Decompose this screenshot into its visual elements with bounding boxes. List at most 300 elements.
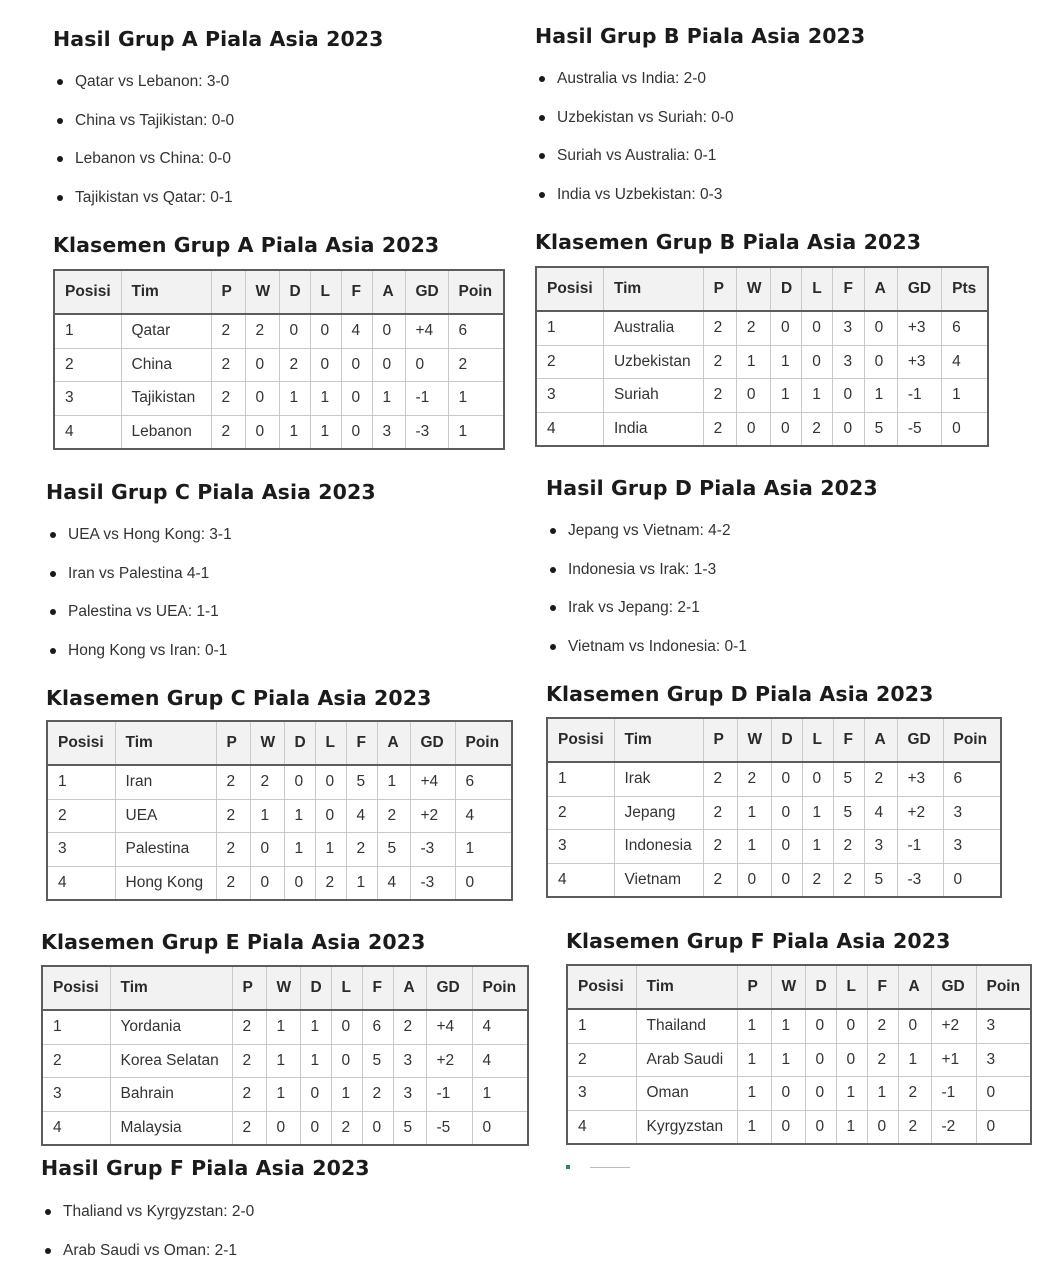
stat-cell: 2: [703, 345, 736, 379]
stat-cell: 0: [864, 311, 897, 345]
group-a-standings-title: Klasemen Grup A Piala Asia 2023: [53, 233, 440, 257]
stat-cell: 3: [42, 1078, 110, 1112]
group-b-standings-title: Klasemen Grup B Piala Asia 2023: [535, 230, 922, 254]
stat-cell: 0: [836, 1009, 867, 1043]
stat-cell: 1: [942, 379, 988, 413]
column-header: F: [833, 718, 864, 762]
column-header: A: [377, 721, 410, 765]
column-header: GD: [410, 721, 455, 765]
stat-cell: 0: [942, 412, 988, 446]
stat-cell: 2: [250, 765, 284, 799]
stat-cell: 1: [284, 833, 315, 867]
table-row: [547, 830, 1001, 864]
stat-cell: 0: [284, 866, 315, 900]
column-header: D: [279, 270, 310, 314]
column-header: Tim: [115, 721, 216, 765]
stat-cell: 3: [976, 1009, 1031, 1043]
stat-cell: 1: [315, 833, 346, 867]
stat-cell: 3: [833, 311, 864, 345]
table-row: [54, 382, 504, 416]
stat-cell: 2: [211, 382, 245, 416]
group-f-results-title: Hasil Grup F Piala Asia 2023: [41, 1156, 370, 1180]
stat-cell: 2: [567, 1043, 636, 1077]
table-row: [54, 415, 504, 449]
column-header: Poin: [448, 270, 504, 314]
stat-cell: 3: [54, 382, 121, 416]
stat-cell: +3: [897, 311, 941, 345]
stat-cell: 2: [216, 799, 250, 833]
stat-cell: 1: [448, 415, 504, 449]
stat-cell: 0: [737, 863, 771, 897]
group-b-results: [535, 24, 865, 223]
stat-cell: 2: [867, 1009, 898, 1043]
stat-cell: 2: [547, 796, 614, 830]
group-a-results: [53, 27, 384, 226]
stat-cell: 2: [232, 1111, 266, 1145]
column-header: Pts: [942, 267, 988, 311]
team-cell: Jepang: [614, 796, 703, 830]
stat-cell: 2: [232, 1010, 266, 1044]
group-f-results: [41, 1156, 370, 1279]
column-header: F: [346, 721, 377, 765]
stat-cell: 0: [331, 1044, 362, 1078]
stat-cell: 2: [315, 866, 346, 900]
stat-cell: +1: [931, 1043, 976, 1077]
group-e-standings-title: Klasemen Grup E Piala Asia 2023: [41, 930, 426, 954]
stat-cell: 1: [567, 1009, 636, 1043]
stat-cell: 1: [284, 799, 315, 833]
stat-cell: 1: [42, 1010, 110, 1044]
stat-cell: 3: [372, 415, 405, 449]
stat-cell: 0: [976, 1110, 1031, 1144]
stat-cell: +3: [897, 762, 943, 796]
group-f-results-list: [41, 1202, 370, 1279]
group-a-results-title: Hasil Grup A Piala Asia 2023: [53, 27, 384, 51]
table-row: [536, 345, 988, 379]
stat-cell: -3: [897, 863, 943, 897]
match-result: Australia vs India: 2-0: [535, 69, 865, 108]
stat-cell: 0: [455, 866, 512, 900]
column-header: W: [771, 965, 805, 1009]
stat-cell: 1: [737, 830, 771, 864]
stat-cell: 0: [805, 1009, 836, 1043]
stat-cell: 0: [771, 1110, 805, 1144]
column-header: GD: [405, 270, 448, 314]
column-header: Tim: [110, 966, 232, 1010]
column-header: F: [833, 267, 864, 311]
column-header: W: [245, 270, 279, 314]
group-e-standings: [41, 930, 529, 1146]
stat-cell: 0: [771, 762, 802, 796]
table-row: [547, 863, 1001, 897]
stat-cell: 2: [216, 833, 250, 867]
table-header-row: [47, 721, 512, 765]
column-header: P: [216, 721, 250, 765]
table-header-row: [54, 270, 504, 314]
column-header: GD: [931, 965, 976, 1009]
stat-cell: 2: [703, 863, 737, 897]
match-result: Jepang vs Vietnam: 4-2: [546, 521, 878, 560]
team-cell: Uzbekistan: [603, 345, 703, 379]
stat-cell: 5: [864, 412, 897, 446]
stat-cell: 0: [372, 348, 405, 382]
table-header-row: [547, 718, 1001, 762]
match-result: Thaliand vs Kyrgyzstan: 2-0: [41, 1202, 370, 1241]
column-header: A: [898, 965, 931, 1009]
group-b-results-title: Hasil Grup B Piala Asia 2023: [535, 24, 866, 48]
stat-cell: 5: [833, 796, 864, 830]
stat-cell: 1: [300, 1044, 331, 1078]
stat-cell: 2: [42, 1044, 110, 1078]
stat-cell: 0: [805, 1110, 836, 1144]
column-header: Posisi: [42, 966, 110, 1010]
stat-cell: 1: [472, 1078, 528, 1112]
stat-cell: 0: [771, 412, 802, 446]
cropped-list-fragment: [566, 1164, 636, 1174]
match-result: Indonesia vs Irak: 1-3: [546, 560, 878, 599]
stat-cell: 3: [47, 833, 115, 867]
team-cell: Korea Selatan: [110, 1044, 232, 1078]
column-header: A: [393, 966, 426, 1010]
column-header: D: [805, 965, 836, 1009]
team-cell: Indonesia: [614, 830, 703, 864]
stat-cell: 2: [47, 799, 115, 833]
column-header: W: [737, 718, 771, 762]
stat-cell: 0: [315, 765, 346, 799]
table-row: [536, 311, 988, 345]
stat-cell: 4: [455, 799, 512, 833]
stat-cell: 1: [266, 1044, 300, 1078]
stat-cell: -1: [931, 1077, 976, 1111]
stat-cell: 1: [54, 314, 121, 348]
stat-cell: 1: [47, 765, 115, 799]
stat-cell: 4: [864, 796, 897, 830]
stat-cell: 0: [405, 348, 448, 382]
stat-cell: 4: [547, 863, 614, 897]
column-header: P: [703, 267, 736, 311]
column-header: D: [300, 966, 331, 1010]
stat-cell: 0: [266, 1111, 300, 1145]
stat-cell: 0: [833, 379, 864, 413]
stat-cell: 1: [802, 379, 833, 413]
stat-cell: -1: [405, 382, 448, 416]
stat-cell: 0: [341, 415, 372, 449]
column-header: P: [737, 965, 771, 1009]
stat-cell: 0: [300, 1111, 331, 1145]
stat-cell: 6: [942, 311, 988, 345]
stat-cell: 3: [393, 1044, 426, 1078]
match-result: Uzbekistan vs Suriah: 0-0: [535, 108, 865, 147]
table-row: [47, 765, 512, 799]
stat-cell: 2: [703, 412, 736, 446]
column-header: Poin: [472, 966, 528, 1010]
team-cell: Iran: [115, 765, 216, 799]
stat-cell: 0: [341, 348, 372, 382]
bullet-marker: [566, 1165, 570, 1169]
stat-cell: 4: [341, 314, 372, 348]
stat-cell: 1: [372, 382, 405, 416]
match-result: Qatar vs Lebanon: 3-0: [53, 72, 384, 111]
stat-cell: 0: [472, 1111, 528, 1145]
match-result: Palestina vs UEA: 1-1: [46, 602, 376, 641]
match-result: China vs Tajikistan: 0-0: [53, 111, 384, 150]
team-cell: Bahrain: [110, 1078, 232, 1112]
team-cell: Kyrgyzstan: [636, 1110, 737, 1144]
table-row: [42, 1078, 528, 1112]
column-header: L: [331, 966, 362, 1010]
stat-cell: 1: [771, 345, 802, 379]
stat-cell: 0: [245, 382, 279, 416]
stat-cell: 2: [703, 796, 737, 830]
stat-cell: +2: [897, 796, 943, 830]
group-c-results-title: Hasil Grup C Piala Asia 2023: [46, 480, 376, 504]
stat-cell: 2: [331, 1111, 362, 1145]
stat-cell: 2: [833, 863, 864, 897]
stat-cell: 1: [836, 1110, 867, 1144]
stat-cell: 1: [455, 833, 512, 867]
match-result: Arab Saudi vs Oman: 2-1: [41, 1241, 370, 1280]
match-result: Hong Kong vs Iran: 0-1: [46, 641, 376, 680]
stat-cell: 5: [393, 1111, 426, 1145]
table-row: [47, 833, 512, 867]
stat-cell: 2: [54, 348, 121, 382]
group-f-standings-title: Klasemen Grup F Piala Asia 2023: [566, 929, 951, 953]
stat-cell: 1: [737, 1077, 771, 1111]
column-header: L: [310, 270, 341, 314]
column-header: D: [771, 718, 802, 762]
group-c-results: [46, 480, 376, 679]
stat-cell: 0: [771, 863, 802, 897]
table-row: [536, 379, 988, 413]
stat-cell: 0: [310, 314, 341, 348]
stat-cell: 4: [567, 1110, 636, 1144]
column-header: D: [284, 721, 315, 765]
stat-cell: -1: [897, 830, 943, 864]
column-header: Posisi: [567, 965, 636, 1009]
stat-cell: 0: [250, 833, 284, 867]
stat-cell: 2: [279, 348, 310, 382]
stat-cell: 1: [266, 1078, 300, 1112]
stat-cell: -3: [410, 833, 455, 867]
column-header: A: [372, 270, 405, 314]
stat-cell: 2: [232, 1044, 266, 1078]
team-cell: Palestina: [115, 833, 216, 867]
column-header: Tim: [614, 718, 703, 762]
column-header: P: [232, 966, 266, 1010]
team-cell: India: [603, 412, 703, 446]
stat-cell: 0: [245, 348, 279, 382]
team-cell: Irak: [614, 762, 703, 796]
table-row: [42, 1044, 528, 1078]
column-header: GD: [897, 267, 941, 311]
stat-cell: 2: [737, 762, 771, 796]
stat-cell: 2: [898, 1110, 931, 1144]
group-f-standings: [566, 929, 1032, 1145]
stat-cell: -3: [410, 866, 455, 900]
match-result: Irak vs Jepang: 2-1: [546, 598, 878, 637]
stat-cell: 1: [300, 1010, 331, 1044]
stat-cell: 1: [771, 1009, 805, 1043]
column-header: F: [867, 965, 898, 1009]
stat-cell: 0: [805, 1043, 836, 1077]
stat-cell: 5: [362, 1044, 393, 1078]
column-header: W: [736, 267, 770, 311]
stat-cell: 1: [310, 415, 341, 449]
match-result: Suriah vs Australia: 0-1: [535, 146, 865, 185]
match-result: Iran vs Palestina 4-1: [46, 564, 376, 603]
stat-cell: 2: [232, 1078, 266, 1112]
stat-cell: 4: [346, 799, 377, 833]
stat-cell: 1: [377, 765, 410, 799]
stat-cell: 0: [771, 830, 802, 864]
stat-cell: -5: [897, 412, 941, 446]
stat-cell: 4: [536, 412, 603, 446]
stat-cell: +2: [931, 1009, 976, 1043]
stat-cell: 2: [898, 1077, 931, 1111]
column-header: GD: [426, 966, 472, 1010]
group-d-standings-table: [546, 717, 1002, 898]
stat-cell: 0: [802, 311, 833, 345]
stat-cell: 0: [833, 412, 864, 446]
table-row: [42, 1111, 528, 1145]
table-header-row: [536, 267, 988, 311]
group-f-standings-table: [566, 964, 1032, 1145]
stat-cell: 0: [736, 412, 770, 446]
stat-cell: 5: [346, 765, 377, 799]
stat-cell: 1: [547, 762, 614, 796]
stat-cell: 1: [771, 1043, 805, 1077]
group-b-standings: [535, 230, 989, 447]
team-cell: Yordania: [110, 1010, 232, 1044]
stat-cell: 1: [736, 345, 770, 379]
stat-cell: 0: [864, 345, 897, 379]
team-cell: Arab Saudi: [636, 1043, 737, 1077]
column-header: Posisi: [54, 270, 121, 314]
stat-cell: 1: [836, 1077, 867, 1111]
stat-cell: 2: [703, 762, 737, 796]
stat-cell: 2: [245, 314, 279, 348]
stat-cell: 0: [898, 1009, 931, 1043]
table-row: [47, 799, 512, 833]
group-a-results-list: [53, 72, 384, 226]
stat-cell: +4: [405, 314, 448, 348]
stat-cell: -3: [405, 415, 448, 449]
stat-cell: 0: [250, 866, 284, 900]
stat-cell: 0: [331, 1010, 362, 1044]
stat-cell: +2: [426, 1044, 472, 1078]
group-d-results-list: [546, 521, 878, 675]
column-header: Posisi: [47, 721, 115, 765]
stat-cell: 2: [211, 348, 245, 382]
table-header-row: [567, 965, 1031, 1009]
stat-cell: 1: [898, 1043, 931, 1077]
stat-cell: 0: [372, 314, 405, 348]
stat-cell: 3: [567, 1077, 636, 1111]
table-header-row: [42, 966, 528, 1010]
stat-cell: 2: [216, 765, 250, 799]
stat-cell: 1: [737, 1110, 771, 1144]
stat-cell: 1: [771, 379, 802, 413]
team-cell: UEA: [115, 799, 216, 833]
column-header: W: [266, 966, 300, 1010]
stat-cell: 0: [284, 765, 315, 799]
stat-cell: 2: [448, 348, 504, 382]
column-header: Poin: [976, 965, 1031, 1009]
stat-cell: 0: [867, 1110, 898, 1144]
team-cell: Thailand: [636, 1009, 737, 1043]
stat-cell: 2: [211, 314, 245, 348]
column-header: Tim: [121, 270, 211, 314]
stat-cell: 2: [802, 863, 833, 897]
stat-cell: 3: [943, 830, 1001, 864]
group-d-standings-title: Klasemen Grup D Piala Asia 2023: [546, 682, 934, 706]
stat-cell: 0: [279, 314, 310, 348]
stat-cell: 3: [943, 796, 1001, 830]
stat-cell: 1: [802, 796, 833, 830]
team-cell: Malaysia: [110, 1111, 232, 1145]
stat-cell: 3: [976, 1043, 1031, 1077]
stat-cell: 1: [310, 382, 341, 416]
stat-cell: 1: [737, 1009, 771, 1043]
column-header: Tim: [603, 267, 703, 311]
team-cell: Lebanon: [121, 415, 211, 449]
stat-cell: 1: [331, 1078, 362, 1112]
group-b-results-list: [535, 69, 865, 223]
stat-cell: 5: [864, 863, 897, 897]
stat-cell: 1: [448, 382, 504, 416]
stat-cell: 1: [867, 1077, 898, 1111]
group-e-standings-table: [41, 965, 529, 1146]
stat-cell: 2: [703, 311, 736, 345]
stat-cell: 4: [472, 1044, 528, 1078]
group-c-standings: [46, 686, 513, 901]
stat-cell: 3: [547, 830, 614, 864]
stat-cell: 0: [976, 1077, 1031, 1111]
stat-cell: 2: [211, 415, 245, 449]
team-cell: Qatar: [121, 314, 211, 348]
column-header: Poin: [943, 718, 1001, 762]
group-d-results: [546, 476, 878, 675]
group-d-standings: [546, 682, 1002, 898]
team-cell: Australia: [603, 311, 703, 345]
stat-cell: 0: [771, 311, 802, 345]
stat-cell: 2: [377, 799, 410, 833]
team-cell: Suriah: [603, 379, 703, 413]
stat-cell: 2: [703, 379, 736, 413]
table-row: [547, 796, 1001, 830]
stat-cell: 6: [455, 765, 512, 799]
match-result: UEA vs Hong Kong: 3-1: [46, 525, 376, 564]
column-header: L: [836, 965, 867, 1009]
column-header: A: [864, 718, 897, 762]
stat-cell: 3: [536, 379, 603, 413]
stat-cell: +3: [897, 345, 941, 379]
column-header: F: [341, 270, 372, 314]
match-result: Lebanon vs China: 0-0: [53, 149, 384, 188]
group-c-standings-table: [46, 720, 513, 901]
table-row: [547, 762, 1001, 796]
stat-cell: 1: [346, 866, 377, 900]
table-row: [567, 1043, 1031, 1077]
stat-cell: 1: [737, 796, 771, 830]
column-header: D: [771, 267, 802, 311]
column-header: L: [315, 721, 346, 765]
stat-cell: 1: [266, 1010, 300, 1044]
stat-cell: 0: [315, 799, 346, 833]
team-cell: Vietnam: [614, 863, 703, 897]
stat-cell: 1: [279, 382, 310, 416]
stat-cell: +2: [410, 799, 455, 833]
